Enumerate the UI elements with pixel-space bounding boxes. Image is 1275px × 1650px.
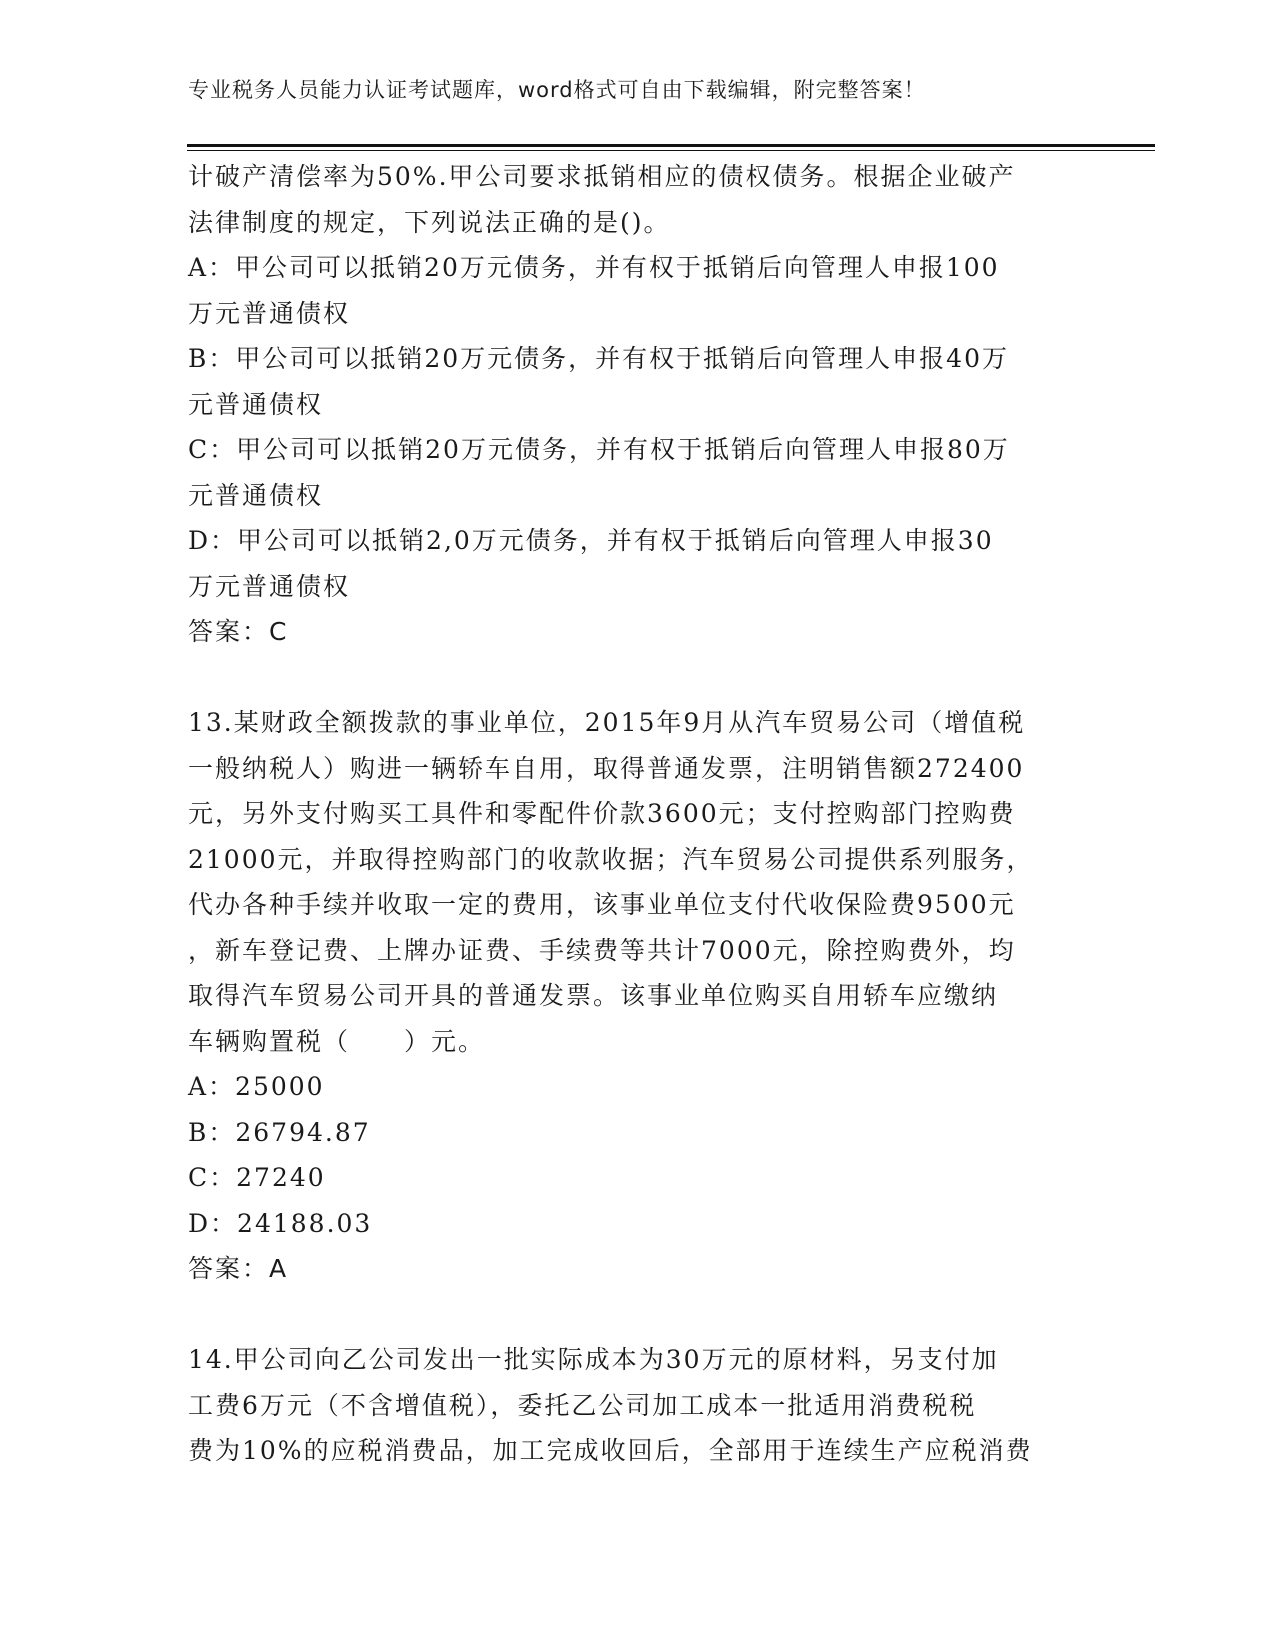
question-stem-line: 14.甲公司向乙公司发出一批实际成本为30万元的原材料，另支付加 [188, 1345, 999, 1374]
option-b-line: B：甲公司可以抵销20万元债务，并有权于抵销后向管理人申报40万 [188, 344, 1009, 373]
option-a-line: 万元普通债权 [188, 298, 351, 328]
option-d: D：24188.03 [188, 1208, 373, 1238]
question-stem-line: 元，另外支付购买工具件和零配件价款3600元；支付控购部门控购费 [188, 799, 1016, 828]
spacer [188, 1292, 1088, 1338]
question-stem-line: 取得汽车贸易公司开具的普通发票。该事业单位购买自用轿车应缴纳 [188, 981, 999, 1010]
question-stem-line: 费为10%的应税消费品，加工完成收回后，全部用于连续生产应税消费 [188, 1436, 1033, 1465]
page-header: 专业税务人员能力认证考试题库，word格式可自由下载编辑，附完整答案！ [188, 78, 926, 102]
question-stem-line: 13.某财政全额拨款的事业单位，2015年9月从汽车贸易公司（增值税 [188, 708, 1026, 737]
option-a: A：25000 [188, 1072, 325, 1101]
option-b-line: 元普通债权 [188, 389, 324, 419]
question-stem-line: 工费6万元（不含增值税），委托乙公司加工成本一批适用消费税税 [188, 1390, 977, 1420]
option-b: B：26794.87 [188, 1117, 371, 1147]
header-rule-thick [187, 144, 1155, 147]
answer-label: 答案：C [188, 617, 289, 646]
question-stem-line: 代办各种手续并收取一定的费用，该事业单位支付代收保险费9500元 [188, 890, 1016, 919]
option-d-line: 万元普通债权 [188, 571, 351, 601]
option-c: C：27240 [188, 1163, 326, 1192]
question-13 [188, 700, 1088, 1292]
spacer [188, 655, 1088, 701]
option-d-line: D：甲公司可以抵销2,0万元债务，并有权于抵销后向管理人申报30 [188, 526, 994, 555]
question-stem-line: 一般纳税人）购进一辆轿车自用，取得普通发票，注明销售额272400 [188, 753, 1025, 783]
option-a-line: A：甲公司可以抵销20万元债务，并有权于抵销后向管理人申报100 [188, 253, 1000, 282]
question-stem-line: 车辆购置税（ ）元。 [188, 1026, 486, 1056]
question-14 [188, 1337, 1088, 1474]
question-stem-line: 法律制度的规定，下列说法正确的是()。 [188, 207, 671, 237]
option-c-line: 元普通债权 [188, 480, 324, 510]
option-c-line: C：甲公司可以抵销20万元债务，并有权于抵销后向管理人申报80万 [188, 435, 1010, 464]
question-stem-line: ，新车登记费、上牌办证费、手续费等共计7000元，除控购费外，均 [188, 935, 1016, 965]
question-stem-line: 计破产清偿率为50%.甲公司要求抵销相应的债权债务。根据企业破产 [188, 162, 1016, 191]
document-body [188, 154, 1088, 1474]
question-12 [188, 154, 1088, 655]
header-rule-thin [187, 150, 1155, 151]
answer-label: 答案：A [188, 1254, 289, 1283]
question-stem-line: 21000元，并取得控购部门的收款收据；汽车贸易公司提供系列服务， [188, 844, 1034, 874]
